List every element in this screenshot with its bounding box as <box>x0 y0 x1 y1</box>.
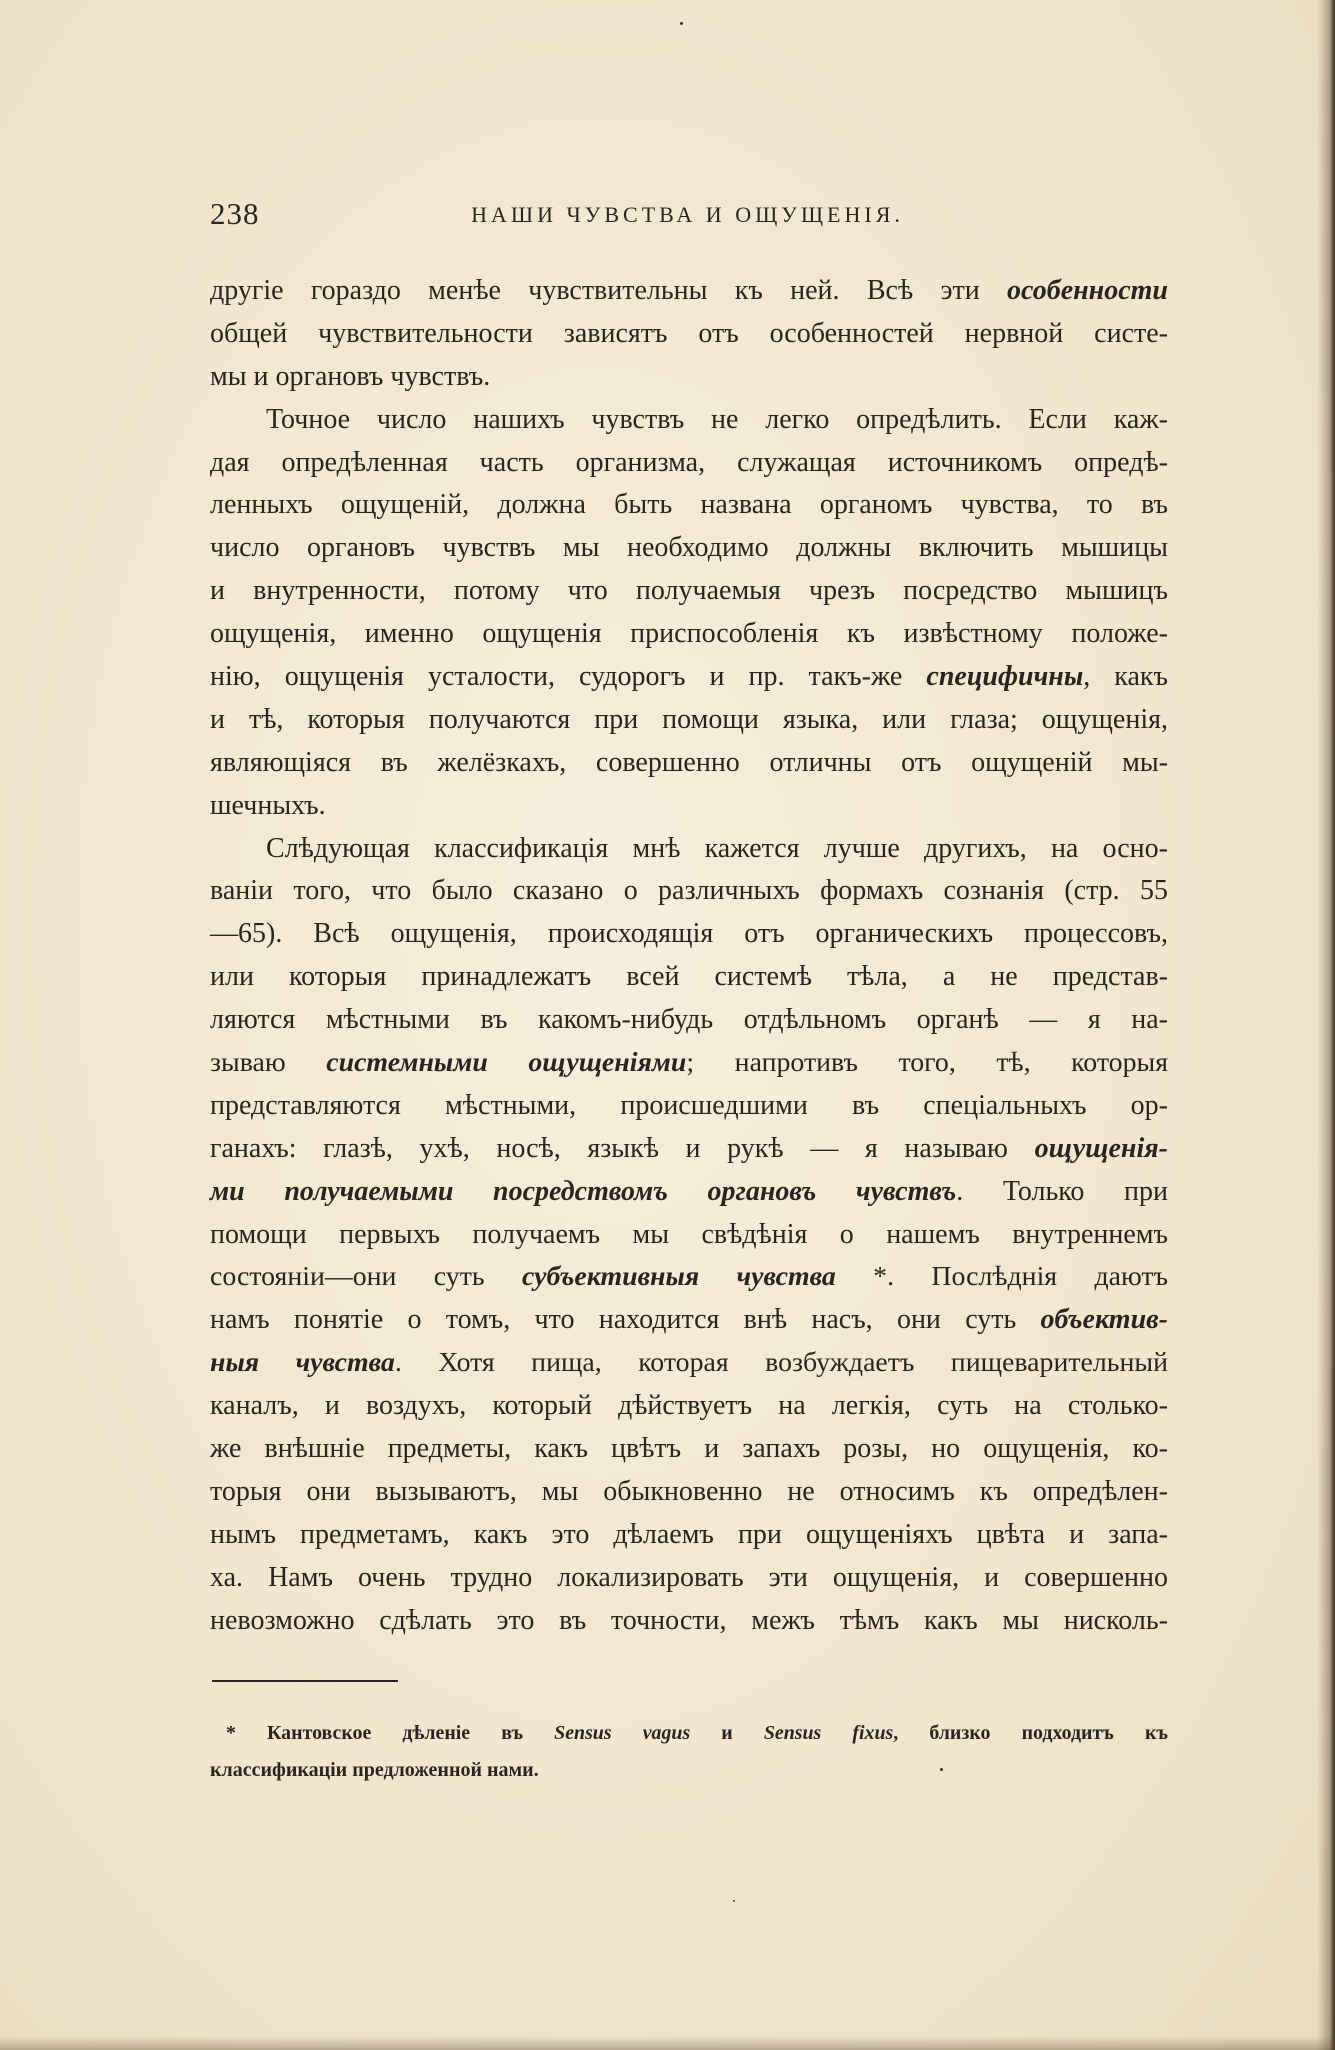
text-line: или которыя принадлежатъ всей системѣ тѣла, а не представ- <box>210 961 1168 993</box>
text-line: представляются мѣстными, происшедшими въ спеціальныхъ ор- <box>210 1089 1168 1121</box>
text-line: зываю системными ощущеніями; напротивъ того, тѣ, которыя <box>210 1047 1169 1079</box>
text-line: общей чувствительности зависятъ отъ особенностей нервной систе- <box>210 317 1168 349</box>
text-line: нію, ощущенія усталости, судорогъ и пр. такъ-же специфичны, какъ <box>210 661 1168 693</box>
page-bottom-edge <box>0 2036 1335 2050</box>
text-line: являющіяся въ желёзкахъ, совершенно отличны отъ ощущеній мы- <box>210 746 1168 778</box>
page-header <box>210 196 1165 236</box>
text-line: невозможно сдѣлать это въ точности, межъ тѣмъ какъ мы нисколь- <box>210 1604 1168 1636</box>
paper-speck <box>733 1900 735 1902</box>
text-line: другіе гораздо менѣе чувствительны къ ней. Всѣ эти особенности <box>210 275 1168 306</box>
text-line: ощущенія, именно ощущенія приспособленія къ извѣстному положе- <box>210 618 1168 650</box>
text-line: шечныхъ. <box>210 789 326 821</box>
text-line: же внѣшніе предметы, какъ цвѣтъ и запахъ розы, но ощущенія, ко- <box>210 1433 1168 1465</box>
text-line: торыя они вызываютъ, мы обыкновенно не относимъ къ опредѣлен- <box>210 1475 1168 1507</box>
footnote-line: * Кантовское дѣленіе въ Sensus vagus и Sensus fixus, близко подходитъ къ <box>226 1722 1168 1744</box>
footnote-line: классификаціи предложенной нами. <box>210 1759 539 1781</box>
body-text <box>210 270 1168 1643</box>
text-line: дая опредѣленная часть организма, служащая источникомъ опредѣ- <box>210 446 1168 478</box>
text-line: ныя чувства. Хотя пища, которая возбуждаетъ пищеварительный <box>210 1347 1168 1379</box>
paper-speck <box>940 1768 943 1771</box>
text-line: число органовъ чувствъ мы необходимо должны включить мышицы <box>210 532 1168 564</box>
text-line: состояніи—они суть субъективныя чувства *. Послѣднія даютъ <box>210 1261 1169 1293</box>
text-line: и внутренности, потому что получаемыя чрезъ посредство мышицъ <box>210 575 1168 607</box>
text-line: и тѣ, которыя получаются при помощи языка, или глаза; ощущенія, <box>210 703 1168 735</box>
page-number: 238 <box>210 196 260 231</box>
text-line: ми получаемыми посредствомъ органовъ чувствъ. Только при <box>210 1175 1168 1207</box>
text-line: мы и органовъ чувствъ. <box>210 360 491 392</box>
text-line: ляются мѣстными въ какомъ-нибудь отдѣльномъ органѣ — я на- <box>210 1004 1168 1036</box>
footnote <box>210 1715 1168 1789</box>
text-line: помощи первыхъ получаемъ мы свѣдѣнія о нашемъ внутреннемъ <box>210 1218 1168 1250</box>
running-title: НАШИ ЧУВСТВА И ОЩУЩЕНІЯ. <box>471 202 904 227</box>
text-line: ленныхъ ощущеній, должна быть названа органомъ чувства, то въ <box>210 489 1168 521</box>
text-line: —65). Всѣ ощущенія, происходящія отъ органическихъ процессовъ, <box>210 918 1168 950</box>
page-edge-shadow <box>1317 0 1335 2050</box>
text-line: Слѣдующая классификація мнѣ кажется лучше другихъ, на осно- <box>266 832 1168 864</box>
text-line: ваніи того, что было сказано о различныхъ формахъ сознанія (стр. 55 <box>210 875 1168 907</box>
text-line: нымъ предметамъ, какъ это дѣлаемъ при ощущеніяхъ цвѣта и запа- <box>210 1518 1168 1550</box>
text-line: ганахъ: глазѣ, ухѣ, носѣ, языкѣ и рукѣ — я называю ощущенія- <box>210 1132 1168 1164</box>
paper-speck <box>680 22 683 25</box>
footnote-rule <box>212 1680 398 1682</box>
text-line: ха. Намъ очень трудно локализировать эти ощущенія, и совершенно <box>210 1561 1168 1593</box>
text-line: Точное число нашихъ чувствъ не легко опредѣлить. Если каж- <box>266 403 1168 435</box>
text-line: намъ понятіе о томъ, что находится внѣ насъ, они суть объектив- <box>210 1304 1168 1336</box>
text-line: каналъ, и воздухъ, который дѣйствуетъ на легкія, суть на столько- <box>210 1390 1168 1422</box>
